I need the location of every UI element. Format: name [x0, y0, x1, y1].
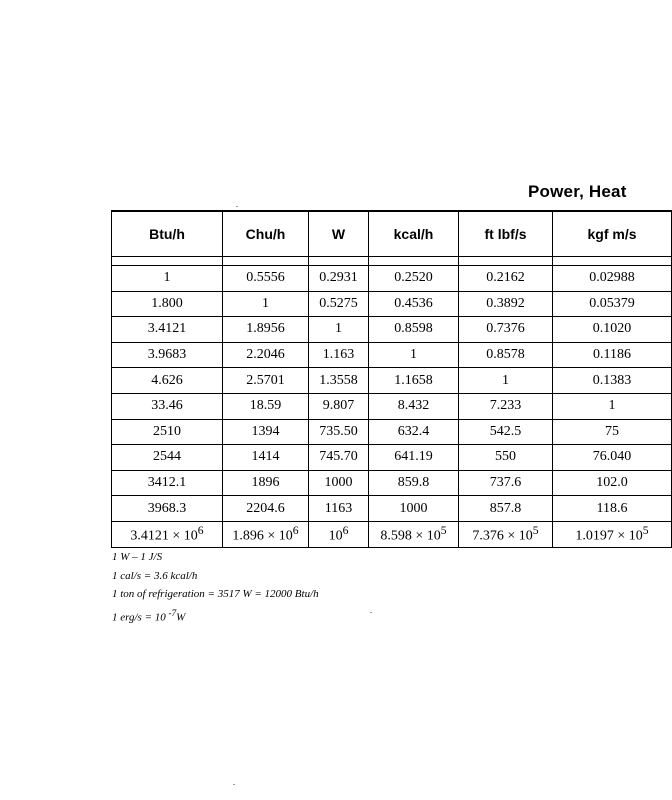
table-cell: 1	[459, 368, 553, 394]
column-header-ft-lbf-s: ft lbf/s	[459, 211, 553, 257]
table-cell: 1394	[223, 419, 309, 445]
table-cell: 102.0	[553, 470, 672, 496]
table-cell: 76.040	[553, 445, 672, 471]
table-cell: $7.376 \times 10^5$	[459, 521, 553, 547]
table-cell: 18.59	[223, 393, 309, 419]
table-cell: 3968.3	[112, 496, 223, 522]
table-cell: 1	[112, 266, 223, 292]
table-cell: 2510	[112, 419, 223, 445]
spacer-cell	[309, 257, 369, 266]
column-header-kgf-m-s: kgf m/s	[553, 211, 672, 257]
column-header-kcal-h: kcal/h	[369, 211, 459, 257]
table-row	[112, 496, 672, 522]
spacer-cell	[459, 257, 553, 266]
table-cell: 0.8578	[459, 342, 553, 368]
footnote: 1 cal/s = 3.6 kcal/h	[112, 569, 198, 582]
section-title: Power, Heat	[528, 182, 627, 201]
table-cell: 0.2162	[459, 266, 553, 292]
table-cell: 4.626	[112, 368, 223, 394]
table-row	[112, 317, 672, 343]
column-header-btu-h: Btu/h	[112, 211, 223, 257]
table-cell: 0.1020	[553, 317, 672, 343]
table-cell: 2204.6	[223, 496, 309, 522]
table-cell: 3412.1	[112, 470, 223, 496]
table-row	[112, 291, 672, 317]
spacer-cell	[553, 257, 672, 266]
table-row	[112, 445, 672, 471]
table-cell: 632.4	[369, 419, 459, 445]
column-header-w: W	[309, 211, 369, 257]
table-cell: 1000	[309, 470, 369, 496]
table-cell: 735.50	[309, 419, 369, 445]
footnotes	[112, 548, 319, 627]
table-row	[112, 266, 672, 292]
table-cell: 1.3558	[309, 368, 369, 394]
table-cell: 0.5275	[309, 291, 369, 317]
table-cell: 1	[309, 317, 369, 343]
table-cell: 0.5556	[223, 266, 309, 292]
table-cell: $1.896 \times 10^6$	[223, 521, 309, 547]
table-cell: 1000	[369, 496, 459, 522]
column-header-chu-h: Chu/h	[223, 211, 309, 257]
footnote: 1 W – 1 J/S	[112, 551, 163, 563]
table-header-row	[112, 211, 672, 257]
table-cell: 1163	[309, 496, 369, 522]
table-cell: 0.2931	[309, 266, 369, 292]
table-cell: 0.02988	[553, 266, 672, 292]
spacer-cell	[112, 257, 223, 266]
table-cell: 0.3892	[459, 291, 553, 317]
table-cell: 1896	[223, 470, 309, 496]
table-cell: 2.5701	[223, 368, 309, 394]
table-cell: 33.46	[112, 393, 223, 419]
table-cell: 0.4536	[369, 291, 459, 317]
table-cell: 1414	[223, 445, 309, 471]
table-cell: 1	[223, 291, 309, 317]
table-cell: 0.7376	[459, 317, 553, 343]
table-cell: 75	[553, 419, 672, 445]
table-row	[112, 470, 672, 496]
table-cell: 8.432	[369, 393, 459, 419]
table-row	[112, 368, 672, 394]
scan-speck	[236, 206, 238, 207]
spacer-cell	[223, 257, 309, 266]
table-cell: 1.163	[309, 342, 369, 368]
table-cell: 0.05379	[553, 291, 672, 317]
table-row	[112, 342, 672, 368]
table-cell: 1.1658	[369, 368, 459, 394]
table-cell: 3.9683	[112, 342, 223, 368]
table-cell: 1	[553, 393, 672, 419]
header-spacer-row	[112, 257, 672, 266]
table-cell: 118.6	[553, 496, 672, 522]
table-cell: 1.8956	[223, 317, 309, 343]
table-cell: 737.6	[459, 470, 553, 496]
table-cell: 0.8598	[369, 317, 459, 343]
table-cell: $1.0197 \times 10^5$	[553, 521, 672, 547]
scan-speck	[370, 612, 372, 613]
table-cell: 859.8	[369, 470, 459, 496]
table-cell: 745.70	[309, 445, 369, 471]
table-cell: 542.5	[459, 419, 553, 445]
footnote: 1 ton of refrigeration = 3517 W = 12000 Btu/h	[112, 588, 319, 600]
conversion-table	[111, 210, 672, 548]
table-cell: 3.4121	[112, 317, 223, 343]
table-cell: 9.807	[309, 393, 369, 419]
table-cell: 857.8	[459, 496, 553, 522]
scan-speck	[233, 784, 235, 785]
table-cell: 641.19	[369, 445, 459, 471]
table-row	[112, 393, 672, 419]
table-cell: $10^6$	[309, 521, 369, 547]
table-cell: $3.4121 \times 10^6$	[112, 521, 223, 547]
footnote: 1 erg/s = 10 $^{-7}$W	[112, 607, 186, 624]
table-cell: 2.2046	[223, 342, 309, 368]
table-cell: 0.1383	[553, 368, 672, 394]
table-row	[112, 419, 672, 445]
table-cell: 0.2520	[369, 266, 459, 292]
table-cell: 0.1186	[553, 342, 672, 368]
table-cell: 7.233	[459, 393, 553, 419]
table-cell: $8.598 \times 10^5$	[369, 521, 459, 547]
table-cell: 2544	[112, 445, 223, 471]
spacer-cell	[369, 257, 459, 266]
table-cell: 1	[369, 342, 459, 368]
table-cell: 1.800	[112, 291, 223, 317]
table-cell: 550	[459, 445, 553, 471]
table-row-powers	[112, 521, 672, 547]
